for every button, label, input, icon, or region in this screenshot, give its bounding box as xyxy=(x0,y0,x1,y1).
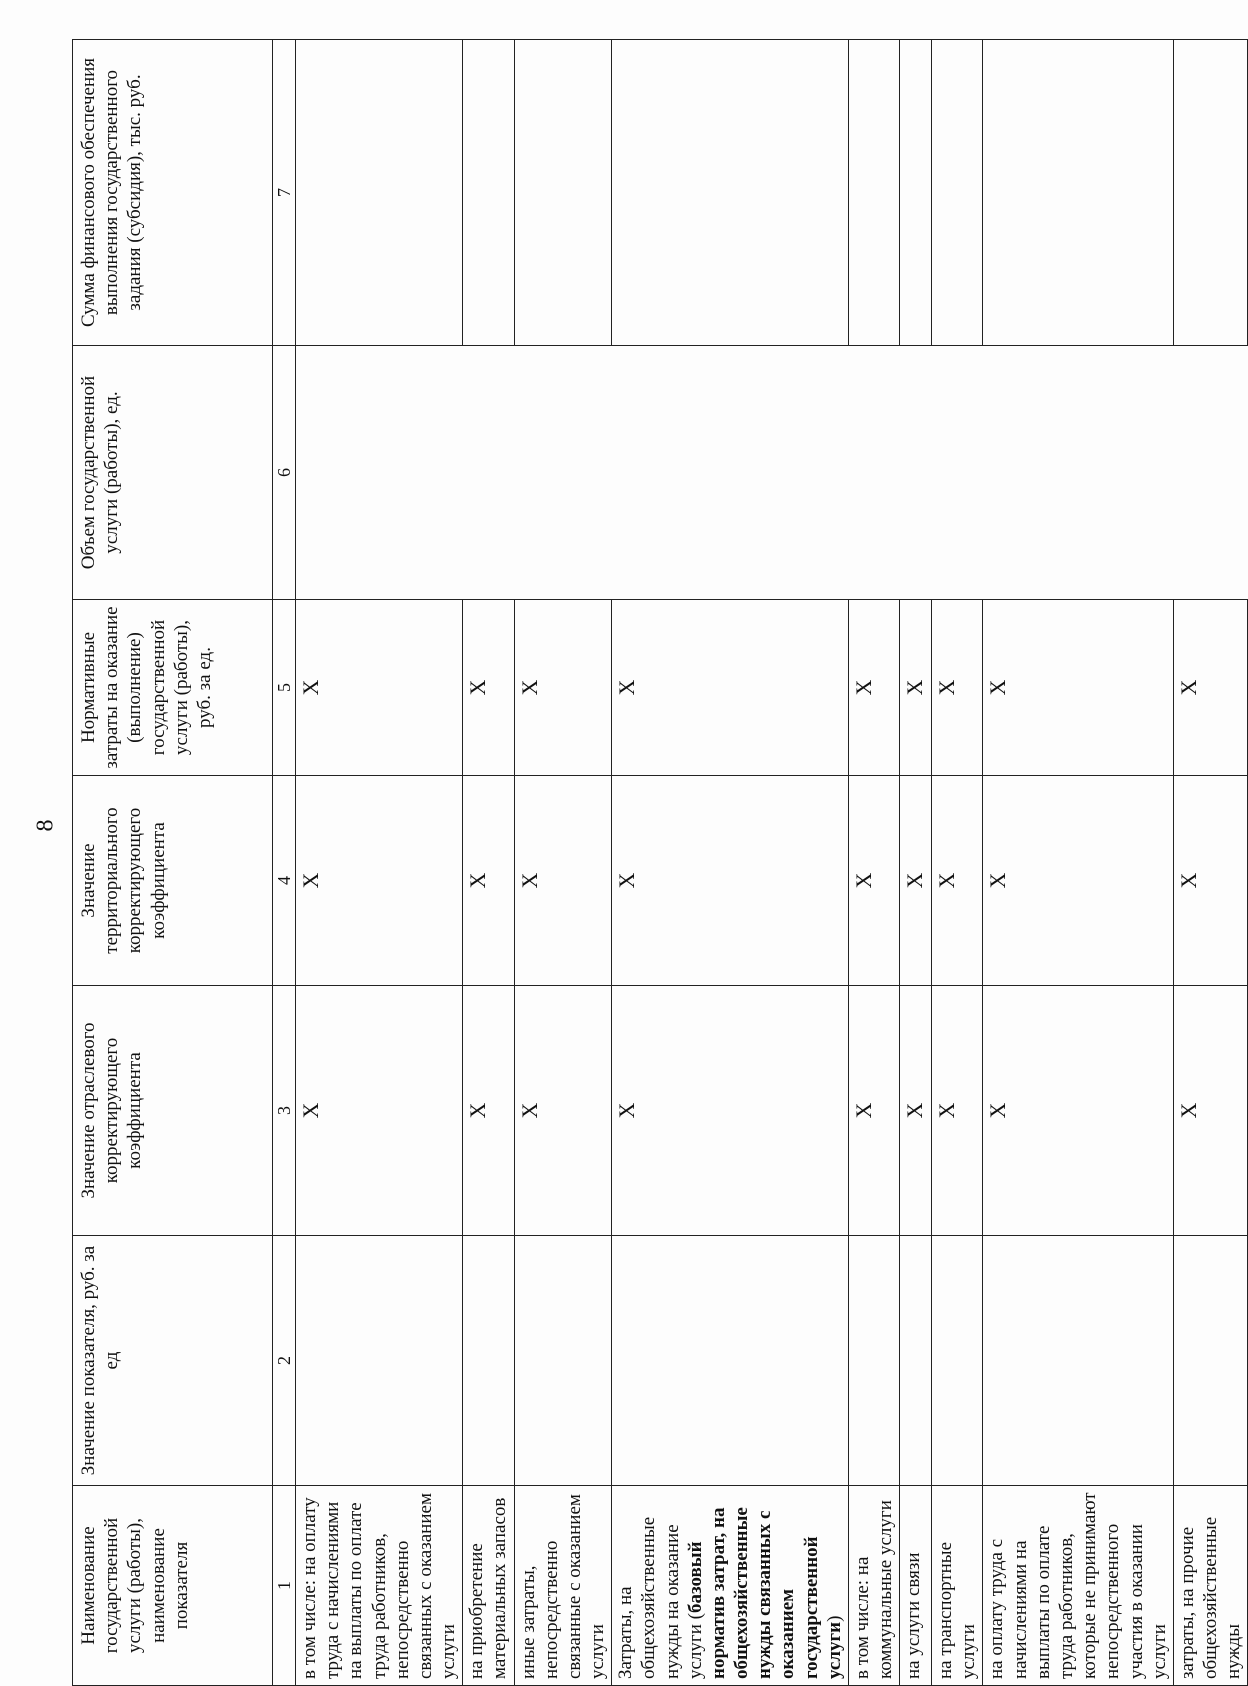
cell-blank xyxy=(463,40,514,346)
table-row xyxy=(296,40,463,1686)
row-name: на оплату труда с начислениями на выплаты по оплате труда работников, которые не принимают непосредственного участия в оказании услуги xyxy=(983,1486,1173,1686)
row-name: иные затраты, непосредственно связанные с оказанием услуги xyxy=(514,1486,612,1686)
row-name-bold: базовый норматив затрат, на общехозяйственные нужды связанных с оказанием государственной услуги xyxy=(684,1507,845,1679)
row-name: на транспортные услуги xyxy=(932,1486,983,1686)
rotated-table-container xyxy=(72,38,1245,1686)
table-row xyxy=(932,40,983,1686)
cell-x: X xyxy=(983,600,1173,776)
header-row xyxy=(73,40,273,1686)
cell-volume-empty xyxy=(296,346,1248,600)
table-row xyxy=(463,40,514,1686)
header-col-6: Объем государственной услуги (работы), ед. xyxy=(73,346,273,600)
row-name-plain: Затраты, на общехозяйственные нужды на оказание услуги ( xyxy=(615,1516,706,1679)
cell-x: X xyxy=(983,986,1173,1236)
cell-x: X xyxy=(900,776,932,986)
column-number: 3 xyxy=(273,986,296,1236)
cell-blank xyxy=(848,40,899,346)
cell-x: X xyxy=(983,776,1173,986)
row-name: в том числе: на коммунальные услуги xyxy=(848,1486,899,1686)
column-number: 2 xyxy=(273,1236,296,1486)
table-row xyxy=(983,40,1173,1686)
row-name: на приобретение материальных запасов xyxy=(463,1486,514,1686)
table-row xyxy=(514,40,612,1686)
cell-x: X xyxy=(514,600,612,776)
cell-blank xyxy=(514,40,612,346)
cell-blank xyxy=(463,1236,514,1486)
column-number: 5 xyxy=(273,600,296,776)
row-name-tail: ) xyxy=(823,1615,845,1622)
cell-blank xyxy=(900,1236,932,1486)
cell-x: X xyxy=(463,600,514,776)
column-number: 6 xyxy=(273,346,296,600)
cell-x: X xyxy=(932,986,983,1236)
column-number: 1 xyxy=(273,1486,296,1686)
cell-x: X xyxy=(463,776,514,986)
row-name: в том числе: на оплату труда с начислениями на выплаты по оплате труда работников, непосредственно связанных с оказанием услуги xyxy=(296,1486,463,1686)
cell-x: X xyxy=(1173,986,1248,1236)
row-name: затраты, на прочие общехозяйственные нужды xyxy=(1173,1486,1248,1686)
table-row xyxy=(612,40,849,1686)
header-col-1: Наименование государственной услуги (работы), наименование показателя xyxy=(73,1486,273,1686)
cell-blank xyxy=(612,1236,849,1486)
cell-blank xyxy=(932,1236,983,1486)
cell-x: X xyxy=(514,986,612,1236)
row-name: на услуги связи xyxy=(900,1486,932,1686)
cell-blank xyxy=(1173,40,1248,346)
table-row xyxy=(848,40,899,1686)
column-number-row xyxy=(273,40,296,1686)
header-col-3: Значение отраслевого корректирующего коэффициента xyxy=(73,986,273,1236)
cell-x: X xyxy=(932,776,983,986)
cell-x: X xyxy=(932,600,983,776)
cell-x: X xyxy=(463,986,514,1236)
cell-x: X xyxy=(514,776,612,986)
cell-x: X xyxy=(848,986,899,1236)
cell-x: X xyxy=(296,986,463,1236)
cell-blank xyxy=(848,1236,899,1486)
row-name xyxy=(612,1486,849,1686)
cell-blank xyxy=(296,1236,463,1486)
cell-blank xyxy=(900,40,932,346)
cell-blank xyxy=(932,40,983,346)
table-row xyxy=(900,40,932,1686)
cell-x: X xyxy=(296,776,463,986)
column-number: 7 xyxy=(273,40,296,346)
cell-blank xyxy=(983,1236,1173,1486)
cell-x: X xyxy=(900,600,932,776)
header-col-2: Значение показателя, руб. за ед xyxy=(73,1236,273,1486)
header-col-4: Значение территориального корректирующего коэффициента xyxy=(73,776,273,986)
cell-x: X xyxy=(612,986,849,1236)
header-col-5: Нормативные затраты на оказание (выполнение) государственной услуги (работы), руб. за ед. xyxy=(73,600,273,776)
cell-blank xyxy=(514,1236,612,1486)
cell-blank xyxy=(983,40,1173,346)
table-row xyxy=(1173,40,1248,1686)
cell-x: X xyxy=(1173,776,1248,986)
cell-x: X xyxy=(848,600,899,776)
page-number: 8 xyxy=(32,819,59,832)
cell-x: X xyxy=(296,600,463,776)
cost-norms-table xyxy=(72,39,1248,1686)
cell-blank xyxy=(296,40,463,346)
cell-x: X xyxy=(1173,600,1248,776)
cell-blank xyxy=(612,40,849,346)
column-number: 4 xyxy=(273,776,296,986)
cell-x: X xyxy=(900,986,932,1236)
cell-blank xyxy=(1173,1236,1248,1486)
cell-x: X xyxy=(848,776,899,986)
cell-x: X xyxy=(612,600,849,776)
cell-x: X xyxy=(612,776,849,986)
header-col-7: Сумма финансового обеспечения выполнения государственного задания (субсидия), тыс. руб. xyxy=(73,40,273,346)
